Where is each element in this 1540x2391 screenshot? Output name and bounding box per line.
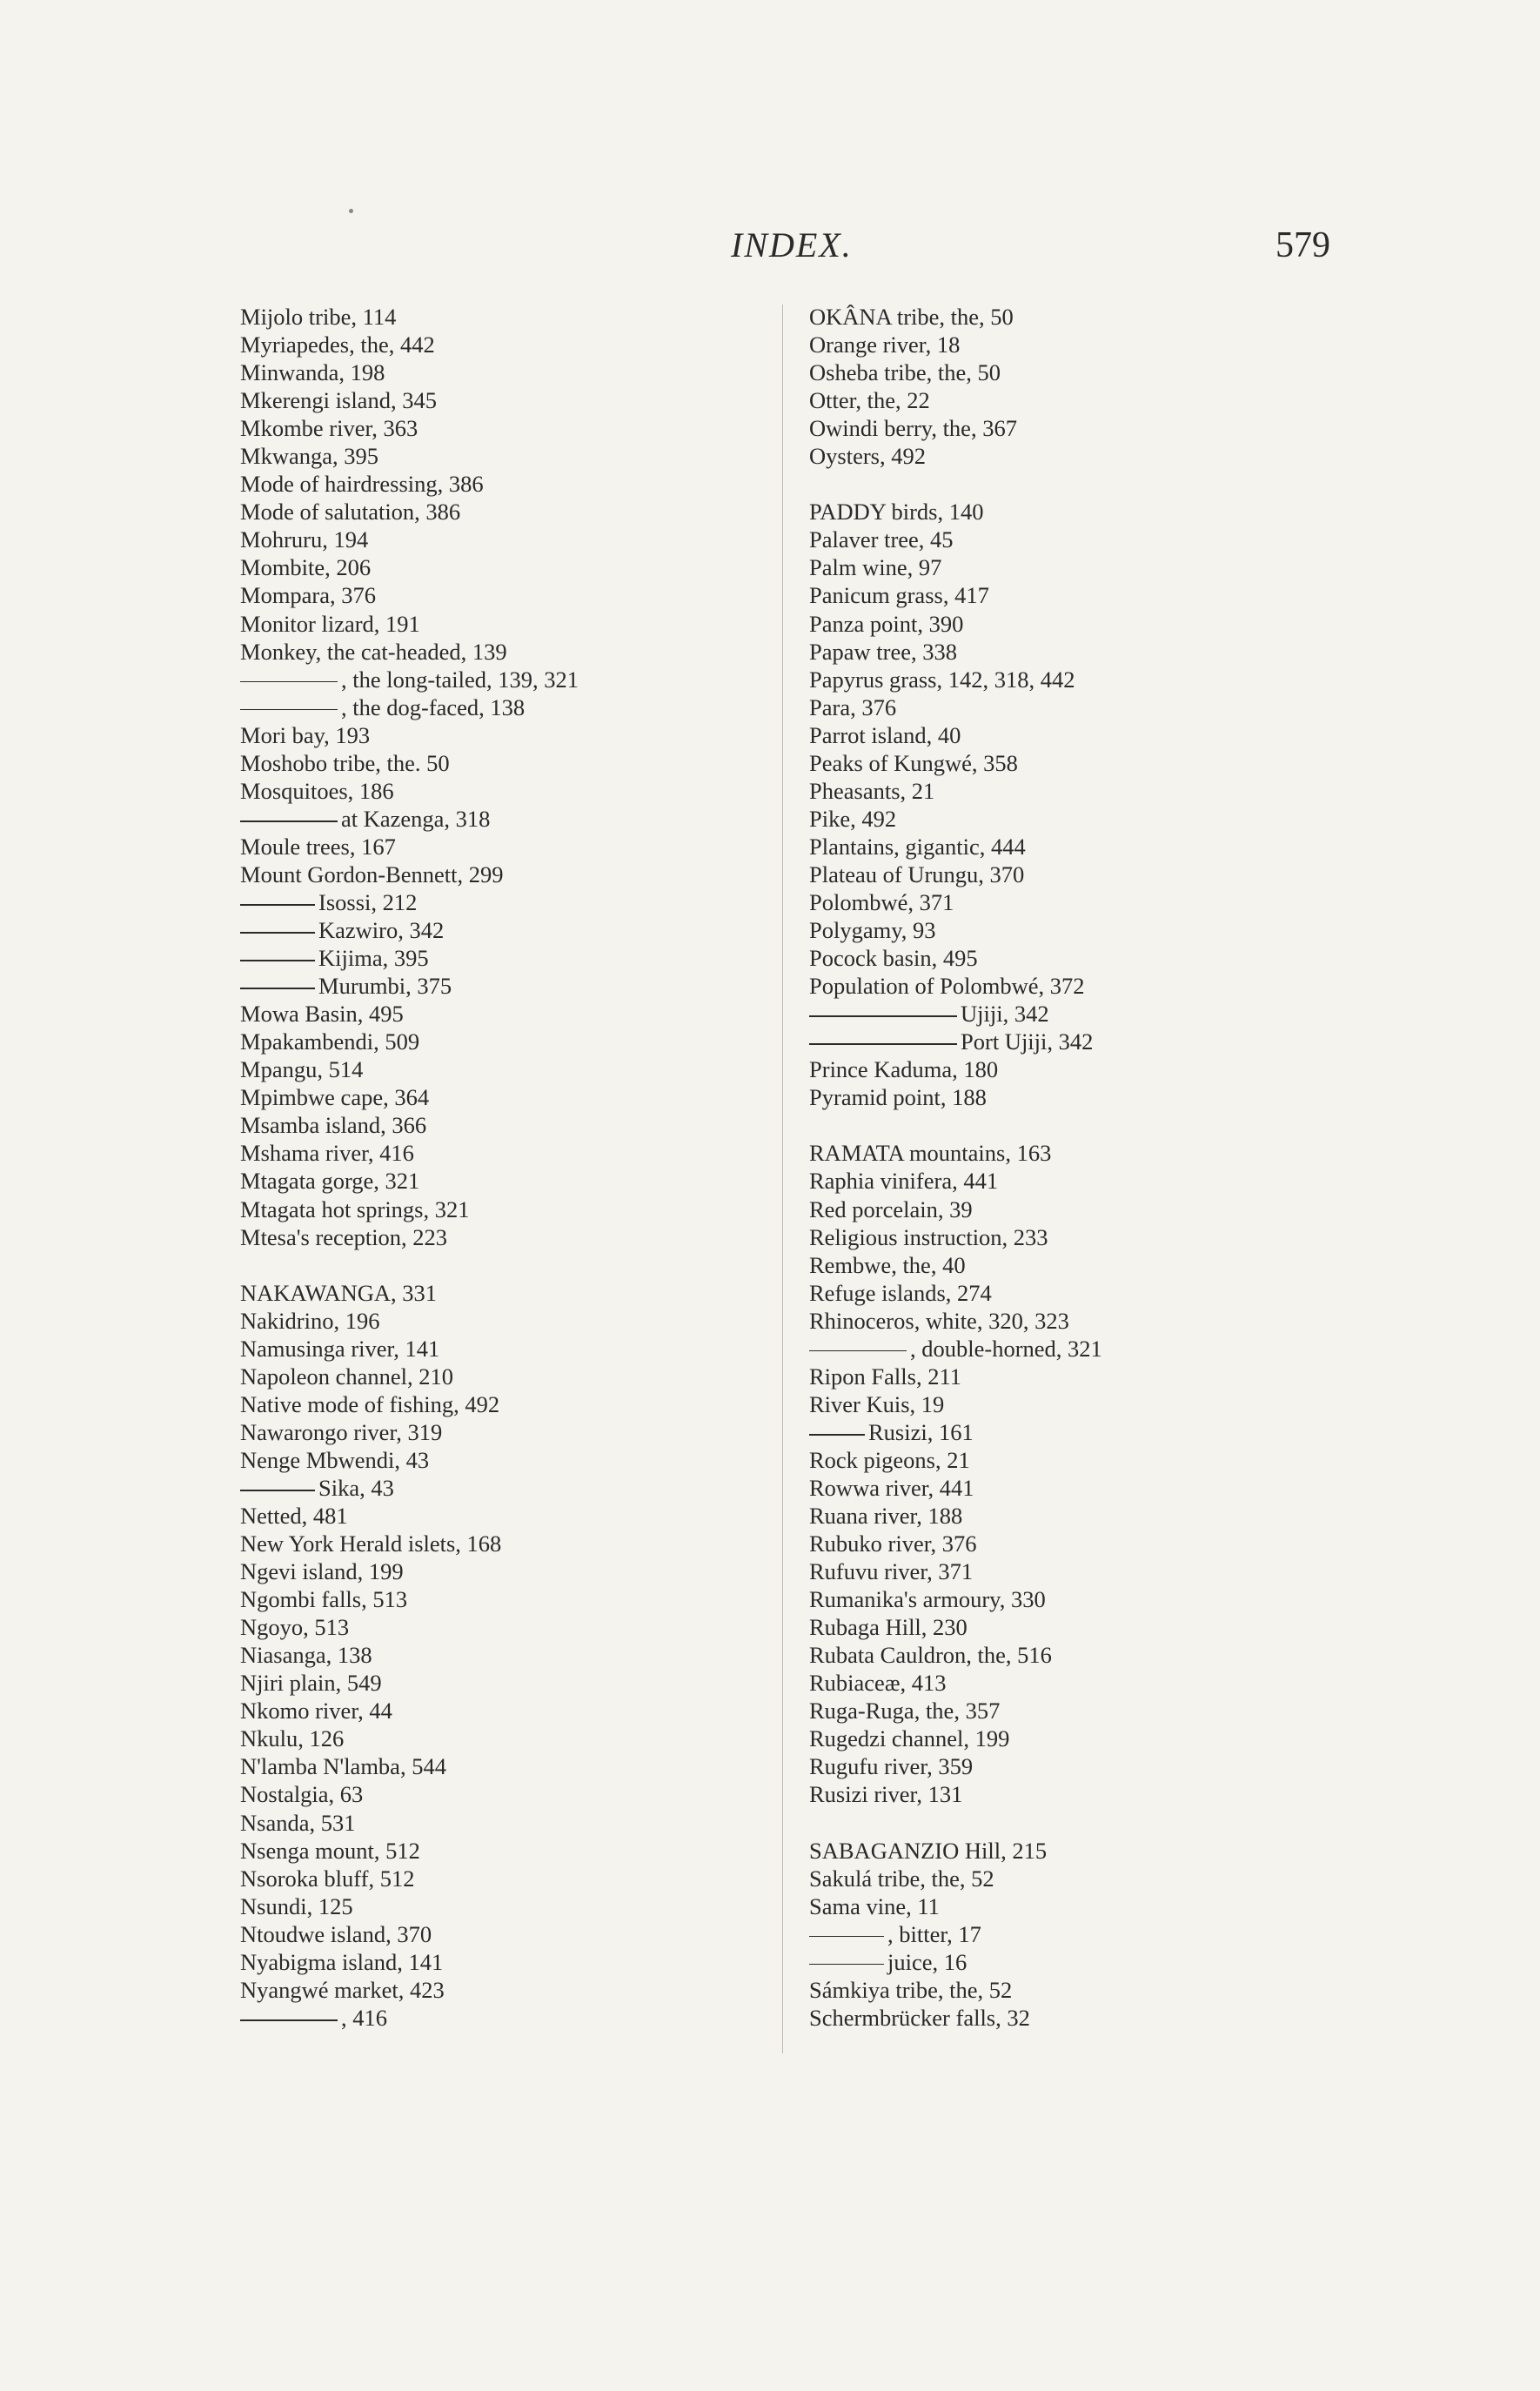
subentry-text: , double-horned, 321 [910, 1335, 1102, 1362]
subentry-text: , the dog-faced, 138 [341, 693, 526, 720]
index-entry: Sámkiya tribe, the, 52 [809, 1976, 1013, 2003]
index-entry: Polombwé, 371 [809, 888, 954, 915]
index-entry: Ruga-Ruga, the, 357 [809, 1698, 1001, 1725]
ditto-dash [809, 1015, 957, 1017]
index-entry: Namusinga river, 141 [240, 1335, 440, 1362]
subentry-text: Kijima, 395 [318, 945, 429, 972]
index-subentry [809, 1000, 1279, 1028]
ditto-dash [809, 1936, 884, 1938]
index-entry: Rubaga Hill, 230 [809, 1614, 968, 1641]
index-entry: Rugedzi channel, 199 [809, 1725, 1010, 1752]
index-entry: Ngoyo, 513 [240, 1614, 350, 1641]
subentry-text: , 416 [341, 2004, 387, 2031]
index-entry: Mshama river, 416 [240, 1140, 414, 1167]
index-entry: Pocock basin, 495 [809, 945, 978, 972]
index-entry: Mombite, 206 [240, 554, 372, 581]
index-entry: Nkomo river, 44 [240, 1698, 392, 1725]
running-head [0, 224, 1540, 277]
section-gap [809, 1809, 1279, 1837]
index-entry: Rufuvu river, 371 [809, 1558, 974, 1585]
index-entry: Monkey, the cat-headed, 139 [240, 638, 507, 665]
index-subentry [809, 1418, 1279, 1446]
index-subentry [240, 888, 762, 916]
index-entry: Mkerengi island, 345 [240, 387, 437, 414]
index-subentry [240, 916, 762, 944]
index-entry: Prince Kaduma, 180 [809, 1056, 999, 1083]
index-entry: Religious instruction, 233 [809, 1223, 1048, 1250]
index-entry: Palm wine, 97 [809, 554, 942, 581]
index-entry: Rubiaceæ, 413 [809, 1670, 947, 1697]
index-entry: Mode of hairdressing, 386 [240, 471, 484, 498]
index-entry: Mosquitoes, 186 [240, 777, 394, 804]
index-entry: Nsenga mount, 512 [240, 1837, 420, 1864]
right-index-column [809, 303, 1279, 2032]
index-subentry [240, 2004, 762, 2032]
index-entry: Ripon Falls, 211 [809, 1363, 961, 1390]
page-number: 579 [1276, 225, 1330, 265]
index-entry: Plateau of Urungu, 370 [809, 861, 1025, 887]
index-entry: Red porcelain, 39 [809, 1196, 973, 1222]
index-entry: Rowwa river, 441 [809, 1474, 974, 1501]
ditto-dash [240, 2019, 338, 2021]
index-entry: Mtesa's reception, 223 [240, 1223, 448, 1250]
index-entry: RAMATA mountains, 163 [809, 1140, 1052, 1167]
index-entry: Ngevi island, 199 [240, 1558, 404, 1585]
index-entry: SABAGANZIO Hill, 215 [809, 1837, 1048, 1864]
index-entry: Monitor lizard, 191 [240, 610, 420, 637]
index-entry: Mompara, 376 [240, 582, 377, 609]
index-entry: Rubata Cauldron, the, 516 [809, 1642, 1052, 1669]
index-entry: Moule trees, 167 [240, 833, 396, 860]
index-subentry [809, 1028, 1279, 1055]
index-entry: Nyabigma island, 141 [240, 1948, 444, 1975]
index-entry: Schermbrücker falls, 32 [809, 2004, 1030, 2031]
ditto-dash [240, 820, 338, 822]
index-entry: Nostalgia, 63 [240, 1781, 364, 1808]
subentry-text: Kazwiro, 342 [318, 917, 445, 944]
index-entry: Rhinoceros, white, 320, 323 [809, 1307, 1069, 1334]
ditto-dash [240, 904, 315, 906]
index-entry: Mtagata gorge, 321 [240, 1168, 420, 1195]
index-entry: Para, 376 [809, 693, 897, 720]
index-entry: Moshobo tribe, the. 50 [240, 749, 450, 776]
index-entry: Njiri plain, 549 [240, 1670, 382, 1697]
index-entry: Mori bay, 193 [240, 721, 371, 748]
index-entry: N'lamba N'lamba, 544 [240, 1753, 446, 1780]
section-gap [809, 1111, 1279, 1139]
index-entry: Nawarongo river, 319 [240, 1418, 443, 1445]
subentry-text: Sika, 43 [318, 1474, 394, 1501]
column-divider [782, 305, 783, 2053]
subentry-text: Port Ujiji, 342 [961, 1028, 1094, 1055]
ditto-dash [240, 932, 315, 934]
ditto-dash [809, 1350, 907, 1352]
index-subentry [809, 1335, 1279, 1363]
index-entry: Nsanda, 531 [240, 1809, 356, 1836]
index-entry: Mtagata hot springs, 321 [240, 1196, 470, 1222]
index-entry: Rock pigeons, 21 [809, 1446, 970, 1473]
index-entry: Nsoroka bluff, 512 [240, 1865, 415, 1892]
index-entry: Mode of salutation, 386 [240, 499, 461, 526]
index-subentry [240, 693, 762, 721]
index-entry: Mijolo tribe, 114 [240, 304, 397, 330]
page-title: INDEX. [731, 225, 853, 265]
index-entry: Nsundi, 125 [240, 1892, 353, 1919]
index-entry: Owindi berry, the, 367 [809, 415, 1017, 442]
left-index-column [240, 303, 762, 2032]
index-entry: Papyrus grass, 142, 318, 442 [809, 666, 1075, 693]
index-entry: Napoleon channel, 210 [240, 1363, 454, 1390]
index-entry: Mpangu, 514 [240, 1056, 364, 1083]
index-entry: Nakidrino, 196 [240, 1307, 380, 1334]
index-entry: Papaw tree, 338 [809, 638, 957, 665]
index-entry: Myriapedes, the, 442 [240, 332, 435, 358]
index-subentry [240, 666, 762, 693]
index-entry: Native mode of fishing, 492 [240, 1390, 500, 1417]
index-subentry [240, 972, 762, 1000]
index-entry: River Kuis, 19 [809, 1390, 945, 1417]
index-entry: Panza point, 390 [809, 610, 964, 637]
index-entry: Peaks of Kungwé, 358 [809, 749, 1018, 776]
subentry-text: , the long-tailed, 139, 321 [341, 666, 579, 693]
index-entry: OKÂNA tribe, the, 50 [809, 304, 1014, 330]
index-entry: Netted, 481 [240, 1503, 348, 1530]
index-entry: Niasanga, 138 [240, 1642, 372, 1669]
index-entry: Ruana river, 188 [809, 1503, 963, 1530]
index-entry: Pike, 492 [809, 805, 897, 832]
index-entry: Nkulu, 126 [240, 1725, 345, 1752]
ditto-dash [809, 1434, 865, 1436]
subentry-text: Rusizi, 161 [868, 1418, 974, 1445]
subentry-text: , bitter, 17 [887, 1920, 981, 1947]
index-entry: Rembwe, the, 40 [809, 1251, 966, 1278]
subentry-text: at Kazenga, 318 [341, 805, 491, 832]
ditto-dash [809, 1043, 957, 1045]
index-entry: Otter, the, 22 [809, 387, 930, 414]
index-entry: Polygamy, 93 [809, 917, 936, 944]
index-entry: Mkwanga, 395 [240, 443, 378, 470]
ditto-dash [240, 681, 338, 683]
index-entry: Palaver tree, 45 [809, 526, 954, 553]
index-entry: Minwanda, 198 [240, 359, 385, 386]
index-entry: Mowa Basin, 495 [240, 1001, 404, 1028]
subentry-text: Ujiji, 342 [961, 1001, 1049, 1028]
index-entry: Rumanika's armoury, 330 [809, 1586, 1046, 1613]
index-entry: Mohruru, 194 [240, 526, 369, 553]
index-entry: Panicum grass, 417 [809, 582, 989, 609]
index-entry: Osheba tribe, the, 50 [809, 359, 1001, 386]
subentry-text: Murumbi, 375 [318, 973, 452, 1000]
index-entry: Rubuko river, 376 [809, 1530, 977, 1557]
section-gap [240, 1251, 762, 1279]
ditto-dash [240, 988, 315, 989]
index-entry: Sakulá tribe, the, 52 [809, 1865, 994, 1892]
index-subentry [240, 1474, 762, 1502]
index-entry: Pyramid point, 188 [809, 1084, 987, 1111]
index-entry: Msamba island, 366 [240, 1112, 427, 1139]
index-subentry [240, 944, 762, 972]
index-entry: Nenge Mbwendi, 43 [240, 1446, 430, 1473]
index-subentry [240, 805, 762, 833]
section-gap [809, 470, 1279, 498]
ditto-dash [240, 960, 315, 961]
index-entry: Sama vine, 11 [809, 1892, 940, 1919]
index-entry: Plantains, gigantic, 444 [809, 833, 1026, 860]
index-entry: Nyangwé market, 423 [240, 1976, 445, 2003]
index-entry: Mpimbwe cape, 364 [240, 1084, 430, 1111]
print-speck [349, 209, 353, 213]
index-entry: Oysters, 492 [809, 443, 926, 470]
index-entry: Pheasants, 21 [809, 777, 935, 804]
subentry-text: Isossi, 212 [318, 888, 418, 915]
index-subentry [809, 1948, 1279, 1976]
index-entry: Parrot island, 40 [809, 721, 961, 748]
index-entry: Population of Polombwé, 372 [809, 973, 1085, 1000]
index-entry: Ngombi falls, 513 [240, 1586, 408, 1613]
index-entry: Rusizi river, 131 [809, 1781, 963, 1808]
ditto-dash [240, 709, 338, 711]
index-entry: New York Herald islets, 168 [240, 1530, 502, 1557]
index-entry: Rugufu river, 359 [809, 1753, 974, 1780]
index-subentry [809, 1920, 1279, 1948]
index-entry: Raphia vinifera, 441 [809, 1168, 999, 1195]
subentry-text: juice, 16 [887, 1948, 968, 1975]
index-entry: Orange river, 18 [809, 332, 961, 358]
index-entry: NAKAWANGA, 331 [240, 1279, 438, 1306]
index-entry: Refuge islands, 274 [809, 1279, 992, 1306]
index-entry: Mpakambendi, 509 [240, 1028, 420, 1055]
index-entry: Mount Gordon-Bennett, 299 [240, 861, 504, 887]
ditto-dash [809, 1964, 884, 1966]
ditto-dash [240, 1490, 315, 1491]
index-entry: PADDY birds, 140 [809, 499, 984, 526]
index-entry: Ntoudwe island, 370 [240, 1920, 432, 1947]
index-entry: Mkombe river, 363 [240, 415, 418, 442]
